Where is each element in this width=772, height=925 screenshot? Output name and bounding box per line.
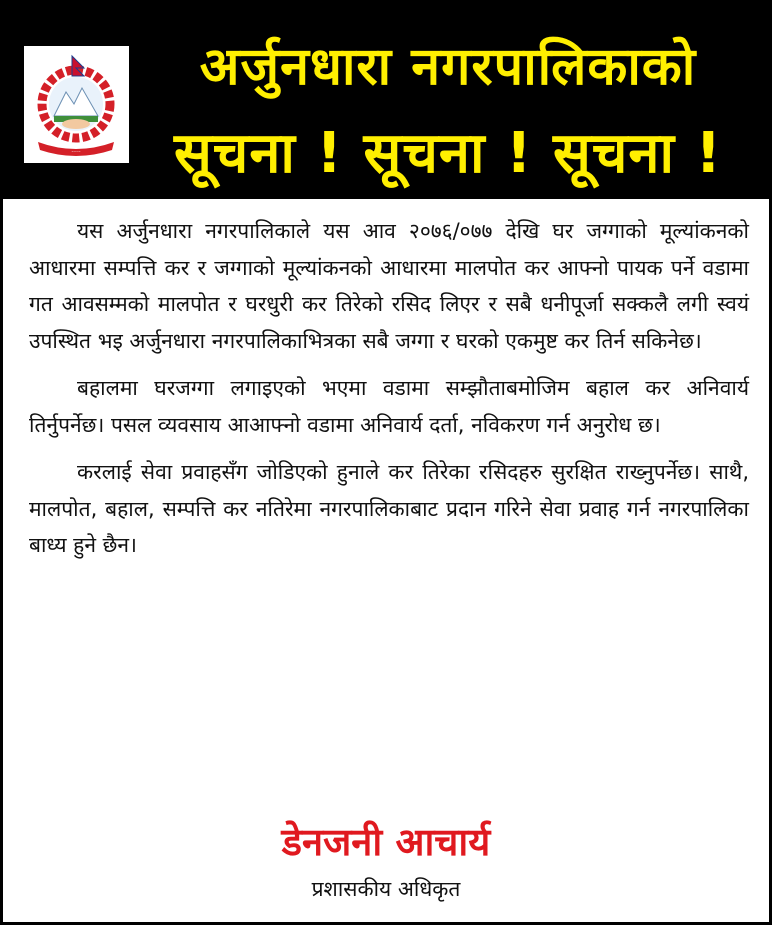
notice-body [29, 213, 749, 575]
notice-paragraph-3: करलाई सेवा प्रवाहसँग जोडिएको हुनाले कर तिरेका रसिदहरु सुरक्षित राख्नुपर्नेछ। साथै, मालपोत, बहाल, सम्पत्ति कर नतिरेमा नगरपालिकाबाट प्रदान गरिने सेवा प्रवाह गर्न नगरपालिका बाध्य हुने छैन। [29, 460, 749, 557]
signatory-name: डेनजनी आचार्य [281, 820, 491, 864]
svg-text:.....: ..... [71, 147, 81, 154]
notice-header [3, 3, 769, 199]
notice-title: अर्जुनधारा नगरपालिकाको [199, 37, 697, 97]
logo-box [24, 46, 129, 163]
signatory-designation: प्रशासकीय अधिकृत [311, 877, 461, 901]
notice-subtitle: सूचना ! सूचना ! सूचना ! [173, 121, 723, 186]
notice-paragraph-2: बहालमा घरजग्गा लगाइएको भएमा वडामा सम्झौताबमोजिम बहाल कर अनिवार्य तिर्नुपर्नेछ। पसल व्यवसाय आआफ्नो वडामा अनिवार्य दर्ता, नविकरण गर्न अनुरोध छ। [29, 376, 749, 437]
municipality-emblem-icon [24, 46, 129, 163]
notice-paragraph-1: यस अर्जुनधारा नगरपालिकाले यस आव २०७६/०७७ देखि घर जग्गाको मूल्यांकनको आधारमा सम्पत्ति कर र जग्गाको मूल्यांकनको आधारमा मालपोत कर आफ्नो पायक पर्ने वडामा गत आवसम्मको मालपोत र घरधुरी कर तिरेको रसिद लिएर र सबै धनीपूर्जा सक्कलै लगी स्वयं उपस्थित भइ अर्जुनधारा नगरपालिकाभित्रका सबै जग्गा र घरको एकमुष्ट कर तिर्न सकिनेछ। [29, 219, 749, 353]
